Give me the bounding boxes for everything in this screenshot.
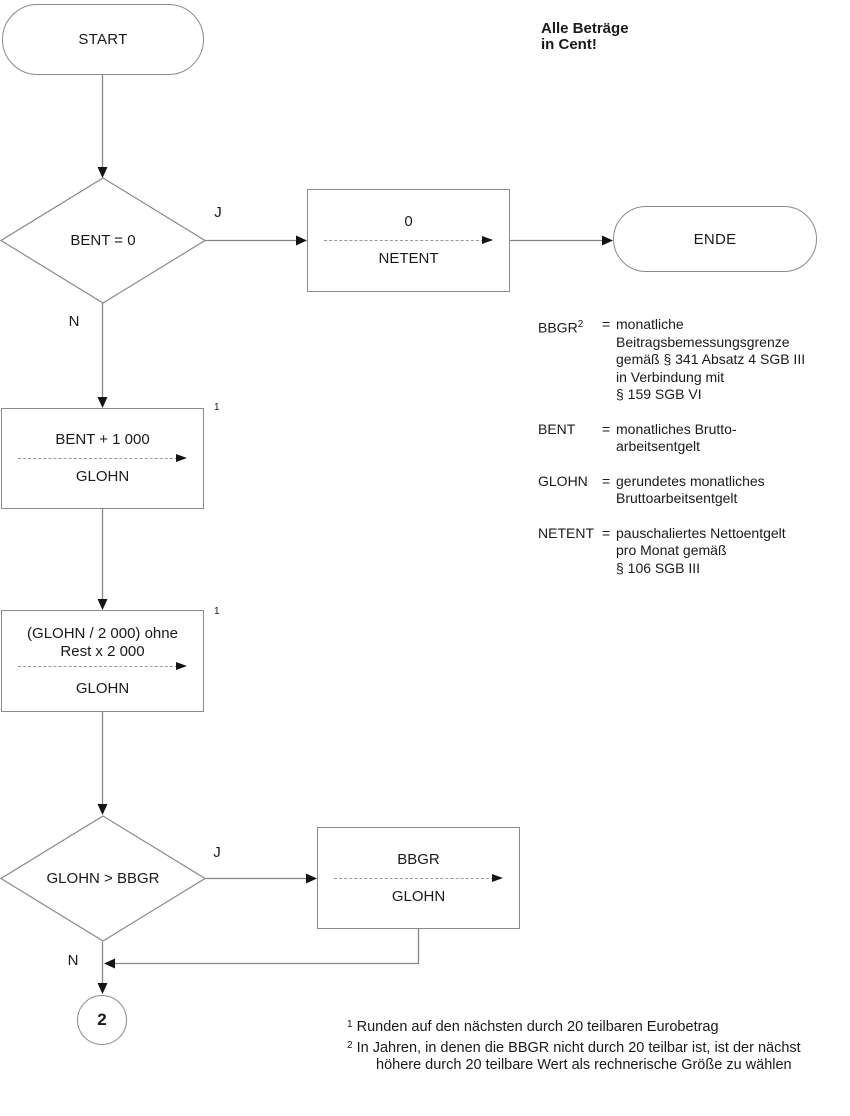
assign-glohn2-target: GLOHN: [75, 679, 130, 697]
ende-node: [613, 206, 817, 272]
amounts-note: [541, 21, 629, 53]
assign-glohn2-expr-line1: (GLOHN / 2 000) ohne: [27, 624, 178, 642]
legend-def-line: arbeitsentgelt: [616, 438, 701, 454]
assign-netent-target: NETENT: [378, 250, 439, 267]
footnotes: [347, 1016, 801, 1075]
legend-def-line: gerundetes monatliches: [616, 472, 765, 489]
footnote-2-sup: 2: [347, 1039, 353, 1051]
legend-def-line: § 106 SGB III: [616, 559, 701, 576]
footnote-2-text: In Jahren, in denen die BBGR nicht durch 20 teilbar ist, ist der nächst: [356, 1039, 801, 1056]
legend-term: BENT: [538, 420, 576, 437]
assign-glohn2-expr-line2: Rest x 2 000: [60, 642, 145, 660]
legend-term: NETENT: [538, 524, 594, 541]
amounts-note-line1: Alle Beträge: [541, 20, 629, 37]
arrowhead-down-icon: [98, 599, 108, 610]
assign-arrow-icon: [18, 662, 187, 671]
legend: [538, 316, 805, 577]
connector-2-label: 2: [97, 1010, 107, 1029]
footnote-ref-1: 1: [214, 402, 220, 413]
assign-bbgr-box: [317, 827, 520, 929]
legend-term: GLOHN: [538, 472, 588, 489]
footnote-2: [347, 1037, 801, 1058]
start-label: START: [78, 31, 128, 48]
assign-glohn1-expr: BENT + 1 000: [55, 431, 150, 448]
legend-term: BBGR: [538, 319, 578, 336]
arrowhead-down-icon: [98, 397, 108, 408]
legend-def-line: pauschaliertes Nettoentgelt: [616, 524, 786, 541]
legend-def-line: § 159 SGB VI: [616, 386, 702, 402]
decision1-yes-label: J: [214, 204, 222, 221]
arrowhead-right-icon: [306, 874, 317, 884]
assign-netent-box: [307, 189, 510, 292]
arrowhead-down-icon: [98, 804, 108, 815]
legend-def-line: monatliche: [616, 316, 684, 332]
assign-bbgr-target: GLOHN: [391, 887, 446, 905]
ende-label: ENDE: [693, 230, 737, 248]
decision1-no-label: N: [68, 313, 80, 330]
footnote-1-sup: 1: [347, 1019, 353, 1030]
decision2-label: GLOHN > BBGR: [46, 870, 160, 887]
arrowhead-left-icon: [104, 959, 115, 969]
arrowhead-down-icon: [98, 983, 108, 994]
legend-def-line: Bruttoarbeitsentgelt: [616, 490, 738, 506]
offpage-connector-2: [77, 995, 127, 1045]
legend-eq: =: [602, 316, 611, 332]
assign-glohn2-box: [1, 610, 204, 712]
legend-def-line: pro Monat gemäß: [616, 542, 727, 558]
arrowhead-right-icon: [296, 236, 307, 246]
assign-glohn1-box: [1, 408, 204, 509]
legend-def-line: in Verbindung mit: [616, 368, 725, 385]
assign-arrow-icon: [334, 874, 503, 883]
legend-entry-bbgr: [538, 316, 805, 404]
footnote-1: [347, 1016, 801, 1037]
assign-bbgr-value: BBGR: [397, 850, 440, 868]
start-node: [2, 4, 204, 75]
legend-term-sup: 2: [577, 319, 584, 330]
arrowhead-right-icon: [602, 236, 613, 246]
legend-eq: =: [602, 472, 611, 489]
footnote-1-text: Runden auf den nächsten durch 20 teilbaren Eurobetrag: [356, 1019, 719, 1035]
legend-def-line: monatliches Brutto-: [616, 420, 737, 437]
decision1-label: BENT = 0: [70, 232, 136, 249]
legend-def-line: Beitragsbemessungsgrenze: [616, 333, 790, 350]
legend-entry-netent: [538, 525, 805, 578]
legend-def-line: gemäß § 341 Absatz 4 SGB III: [616, 351, 806, 367]
legend-eq: =: [602, 524, 611, 541]
assign-glohn1-target: GLOHN: [75, 468, 130, 485]
assign-arrow-icon: [324, 236, 493, 245]
legend-entry-bent: [538, 421, 805, 456]
amounts-note-line2: in Cent!: [541, 36, 597, 53]
assign-netent-value: 0: [404, 213, 413, 230]
assign-arrow-icon: [18, 454, 187, 463]
footnote-ref-1: 1: [214, 606, 220, 617]
decision2-no-label: N: [67, 952, 79, 969]
legend-entry-glohn: [538, 473, 805, 508]
decision2-yes-label: J: [213, 844, 221, 861]
footnote-2-continuation: höhere durch 20 teilbare Wert als rechnerische Größe zu wählen: [376, 1057, 792, 1073]
legend-eq: =: [602, 420, 611, 437]
